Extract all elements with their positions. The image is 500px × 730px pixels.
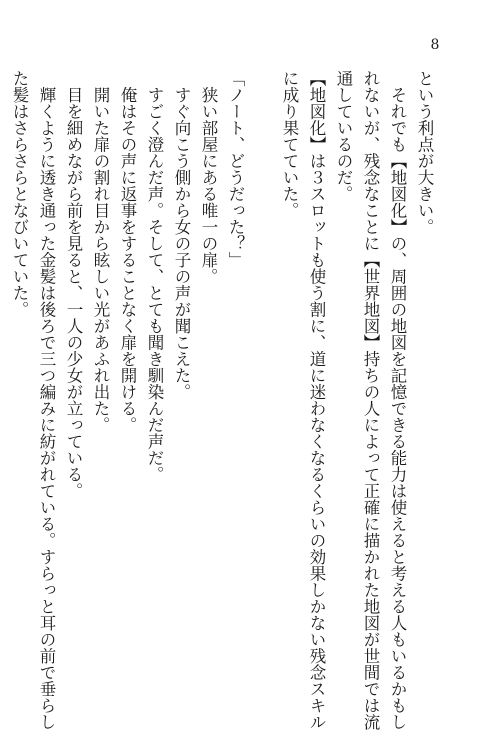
text-line: に成り果てていた。 xyxy=(280,70,299,219)
text-line: それでも【地図化】の、周囲の地図を記憶できる能力は使えると考える人もいるかもし xyxy=(388,70,407,730)
text-line: た髪はさらさらとなびいていた。 xyxy=(10,70,29,318)
text-line: 通しているのだ。 xyxy=(334,70,353,202)
text-line: 狭い部屋にある唯一の扉。 xyxy=(199,70,218,285)
text-line: すごく澄んだ声。そして、とても聞き馴染んだ声だ。 xyxy=(145,70,164,483)
body-text xyxy=(6,70,438,730)
page-number: 8 xyxy=(430,37,440,53)
text-line: という利点が大きい。 xyxy=(415,70,434,235)
text-line: 俺はその声に返事をすることなく扉を開ける。 xyxy=(118,70,137,433)
text-line: 【地図化】は３スロットも使う割に、道に迷わなくなるくらいの効果しかない残念スキル xyxy=(307,70,326,730)
text-line: れないが、残念なことに【世界地図】持ちの人によって正確に描かれた地図が世間では流 xyxy=(361,70,380,730)
text-line: すぐ向こう側から女の子の声が聞こえた。 xyxy=(172,70,191,400)
text-line: 「ノート、どうだった？」 xyxy=(226,70,245,268)
text-line: 輝くように透き通った金髪は後ろで三つ編みに紡がれている。すらっと耳の前で垂らし xyxy=(37,70,56,730)
paragraph-gap xyxy=(249,70,276,670)
text-line: 開いた扉の割れ目から眩しい光があふれ出た。 xyxy=(91,70,110,433)
text-line: 目を細めながら前を見ると、一人の少女が立っている。 xyxy=(64,70,83,499)
